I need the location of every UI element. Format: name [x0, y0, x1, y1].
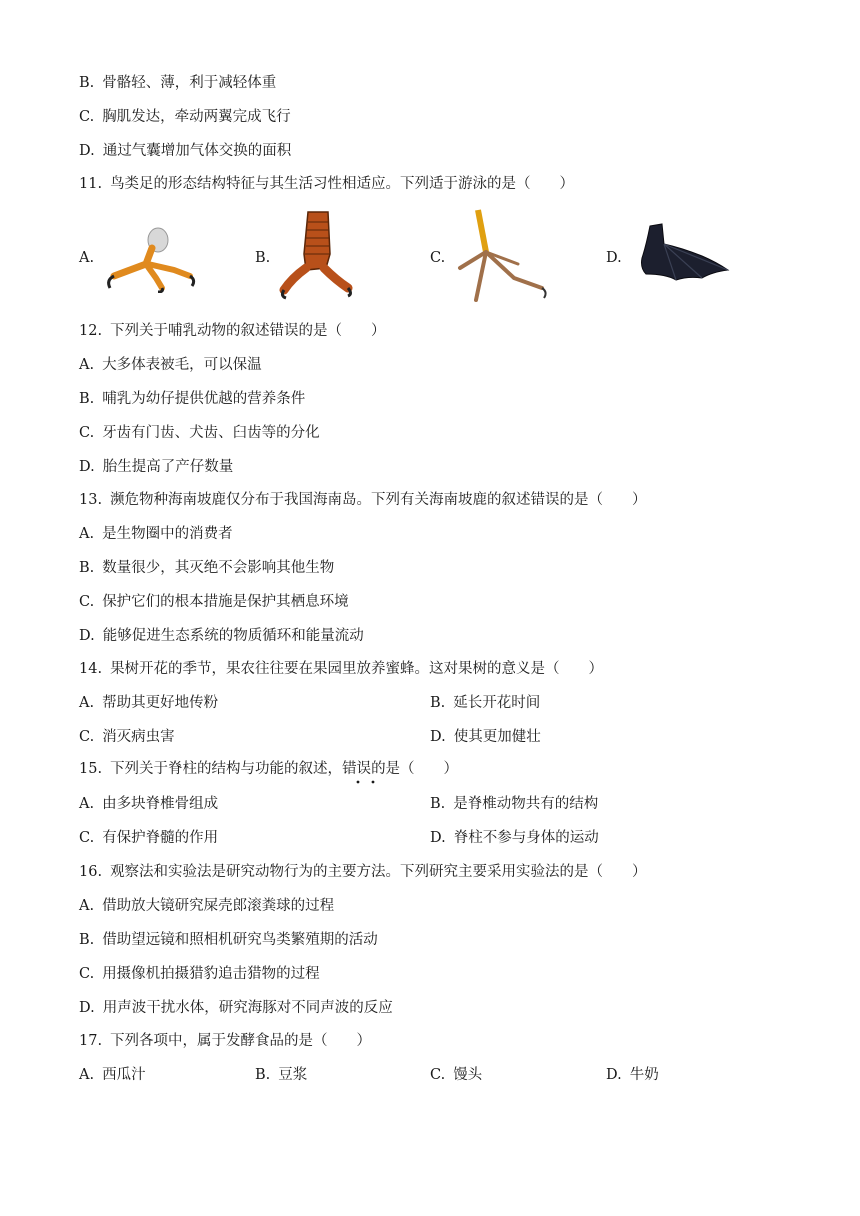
q15-option-d: [430, 828, 599, 848]
q11-option-c-label: C.: [430, 250, 446, 266]
q14-option-a: [79, 693, 218, 713]
q15-option-c: [79, 828, 218, 848]
option-text: 借助放大镜研究屎壳郎滚粪球的过程: [102, 898, 335, 914]
q16-option-b: [79, 930, 378, 950]
option-label: D.: [430, 729, 446, 745]
q15-option-a: [79, 794, 218, 814]
question-text: 濒危物种海南坡鹿仅分布于我国海南岛。下列有关海南坡鹿的叙述错误的是（ ）: [110, 492, 647, 508]
option-text: 帮助其更好地传粉: [102, 695, 219, 711]
option-label: B.: [79, 391, 95, 407]
option-text: 胎生提高了产仔数量: [102, 459, 234, 475]
q12-option-d: [79, 457, 233, 477]
option-text: 馒头: [453, 1067, 483, 1083]
option-text: 消灭病虫害: [102, 729, 175, 745]
option-label: B.: [430, 796, 446, 812]
option-text: 豆浆: [278, 1067, 308, 1083]
option-label: C.: [79, 425, 95, 441]
option-label: D.: [79, 628, 95, 644]
option-text: 大多体表被毛，可以保温: [102, 357, 262, 373]
emphasized-word: 错误: [342, 761, 372, 777]
question-text: [110, 759, 458, 779]
option-label: B.: [79, 75, 95, 91]
q13-option-b: [79, 558, 334, 578]
question-number: 16.: [79, 864, 103, 880]
q17-option-b: [255, 1065, 307, 1085]
question-text: 观察法和实验法是研究动物行为的主要方法。下列研究主要采用实验法的是（ ）: [110, 864, 647, 880]
q14-stem: [79, 659, 603, 679]
q12-option-c: [79, 423, 320, 443]
option-text: 骨骼轻、薄，利于减轻体重: [102, 75, 277, 91]
q11-stem: [79, 174, 574, 194]
q10-option-b: [79, 73, 276, 93]
emphasis-dots: [354, 780, 378, 784]
option-text: 通过气囊增加气体交换的面积: [102, 143, 292, 159]
option-label: A.: [79, 898, 95, 914]
q10-option-d: [79, 141, 291, 161]
option-label: C.: [79, 594, 95, 610]
q13-option-c: [79, 592, 349, 612]
question-number: 13.: [79, 492, 103, 508]
q12-stem: [79, 321, 386, 341]
option-text: 西瓜汁: [102, 1067, 146, 1083]
question-text-after: 的是（ ）: [371, 761, 459, 777]
option-text: 能够促进生态系统的物质循环和能量流动: [102, 628, 364, 644]
q14-option-b: [430, 693, 540, 713]
option-label: D.: [430, 830, 446, 846]
q16-stem: [79, 862, 647, 882]
option-label: D.: [606, 1067, 622, 1083]
option-text: 用摄像机拍摄猎豹追击猎物的过程: [102, 966, 320, 982]
option-text: 有保护脊髓的作用: [102, 830, 219, 846]
question-text: 果树开花的季节，果农往往要在果园里放养蜜蜂。这对果树的意义是（ ）: [110, 661, 604, 677]
option-label: B.: [430, 695, 446, 711]
option-label: B.: [79, 560, 95, 576]
question-number: 12.: [79, 323, 103, 339]
option-text: 是脊椎动物共有的结构: [453, 796, 599, 812]
duck-webbed-foot-image: [636, 222, 731, 282]
option-label: C.: [79, 109, 95, 125]
eagle-foot-image: [100, 218, 200, 293]
option-text: 使其更加健壮: [453, 729, 541, 745]
q13-option-d: [79, 626, 364, 646]
q12-option-a: [79, 355, 262, 375]
question-text-before: 下列关于脊柱的结构与功能的叙述，: [110, 761, 343, 777]
option-text: 牙齿有门齿、犬齿、臼齿等的分化: [102, 425, 320, 441]
q11-option-b-label: B.: [255, 250, 271, 266]
q17-option-a: [79, 1065, 146, 1085]
option-label: A.: [79, 357, 95, 373]
option-label: A.: [79, 1067, 95, 1083]
question-text: 下列关于哺乳动物的叙述错误的是（ ）: [110, 323, 386, 339]
q10-option-c: [79, 107, 291, 127]
option-text: 延长开花时间: [453, 695, 541, 711]
question-number: 15.: [79, 761, 103, 777]
option-label: D.: [79, 143, 95, 159]
option-text: 数量很少，其灭绝不会影响其他生物: [102, 560, 335, 576]
option-label: B.: [255, 1067, 271, 1083]
q17-stem: [79, 1031, 371, 1051]
q13-stem: [79, 490, 647, 510]
question-text: 下列各项中，属于发酵食品的是（ ）: [110, 1033, 372, 1049]
q14-option-d: [430, 727, 541, 747]
option-label: A.: [79, 796, 95, 812]
option-label: A.: [79, 695, 95, 711]
q16-option-c: [79, 964, 320, 984]
option-text: 牛奶: [629, 1067, 659, 1083]
option-text: 保护它们的根本措施是保护其栖息环境: [102, 594, 349, 610]
q16-option-a: [79, 896, 334, 916]
q17-option-d: [606, 1065, 659, 1085]
q14-option-c: [79, 727, 175, 747]
option-text: 用声波干扰水体，研究海豚对不同声波的反应: [102, 1000, 393, 1016]
q15-stem: [79, 759, 458, 779]
option-label: D.: [79, 459, 95, 475]
option-text: 哺乳为幼仔提供优越的营养条件: [102, 391, 306, 407]
q11-option-a-label: A.: [79, 250, 95, 266]
option-text: 由多块脊椎骨组成: [102, 796, 219, 812]
question-number: 17.: [79, 1033, 103, 1049]
option-text: 借助望远镜和照相机研究鸟类繁殖期的活动: [102, 932, 378, 948]
option-label: C.: [79, 830, 95, 846]
option-label: A.: [79, 526, 95, 542]
option-text: 胸肌发达，牵动两翼完成飞行: [102, 109, 291, 125]
question-number: 11.: [79, 176, 103, 192]
q17-option-c: [430, 1065, 482, 1085]
heron-foot-image: [456, 208, 551, 303]
q11-option-d-label: D.: [606, 250, 622, 266]
option-label: C.: [79, 729, 95, 745]
q13-option-a: [79, 524, 233, 544]
chicken-foot-image: [278, 208, 353, 300]
option-label: C.: [79, 966, 95, 982]
option-text: 脊柱不参与身体的运动: [453, 830, 599, 846]
option-label: C.: [430, 1067, 446, 1083]
question-text: 鸟类足的形态结构特征与其生活习性相适应。下列适于游泳的是（ ）: [110, 176, 575, 192]
option-label: B.: [79, 932, 95, 948]
option-label: D.: [79, 1000, 95, 1016]
option-text: 是生物圈中的消费者: [102, 526, 233, 542]
q16-option-d: [79, 998, 393, 1018]
question-number: 14.: [79, 661, 103, 677]
q15-option-b: [430, 794, 598, 814]
q12-option-b: [79, 389, 305, 409]
